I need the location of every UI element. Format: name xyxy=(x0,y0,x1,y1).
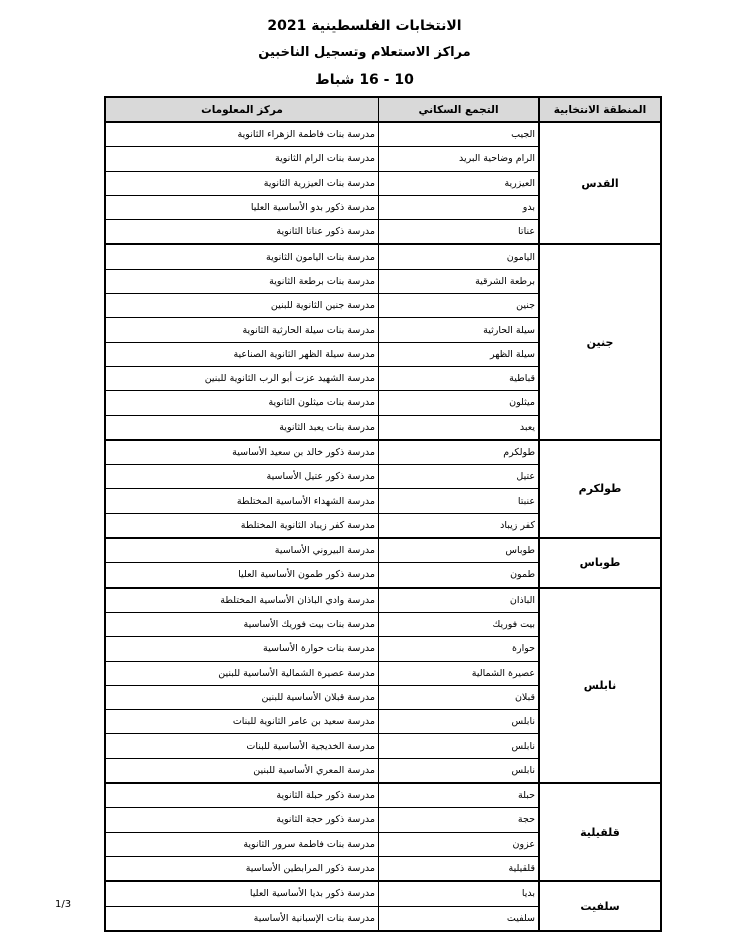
locality-cell: عزون xyxy=(378,833,538,856)
center-cell: مدرسة بنات اليامون الثانوية xyxy=(266,251,375,263)
table-row xyxy=(106,539,538,563)
table-body xyxy=(106,123,660,930)
table-row xyxy=(106,147,538,171)
region-name: طولكرم xyxy=(538,441,660,537)
locality-cell: الباذان xyxy=(378,589,538,612)
center-cell: مدرسة ذكور خالد بن سعيد الأساسية xyxy=(232,447,375,458)
table-row xyxy=(106,367,538,391)
region-group xyxy=(106,441,660,539)
center-cell: مدرسة بنات حوارة الأساسية xyxy=(263,643,375,655)
locality-cell: سيلة الظهر xyxy=(378,343,538,366)
table-row xyxy=(106,196,538,220)
table-row xyxy=(106,343,538,367)
locality-cell: نابلس xyxy=(378,734,538,757)
table-row xyxy=(106,416,538,439)
table-row xyxy=(106,318,538,342)
table-row xyxy=(106,833,538,857)
center-cell: مدرسة بنات العيزرية الثانوية xyxy=(263,177,375,189)
center-cell: مدرسة بنات برطعة الثانوية xyxy=(269,275,375,287)
center-cell: مدرسة كفر زيباد الثانوية المختلطة xyxy=(240,519,375,531)
center-cell: مدرسة وادي الباذان الأساسية المختلطة xyxy=(220,594,375,606)
locality-cell: قبلان xyxy=(378,686,538,709)
region-name: قلقيلية xyxy=(538,784,660,880)
document-subtitle: مراكز الاستعلام وتسجيل الناخبين xyxy=(258,45,471,60)
region-group xyxy=(106,882,660,930)
locality-cell: ميثلون xyxy=(378,391,538,414)
table-row xyxy=(106,882,538,906)
center-cell: مدرسة بنات الإسبانية الأساسية xyxy=(253,912,375,924)
center-cell: مدرسة ذكور طمون الأساسية العليا xyxy=(238,569,375,581)
center-cell: مدرسة الشهداء الأساسية المختلطة xyxy=(236,495,375,507)
locality-cell: عنبتا xyxy=(378,489,538,512)
table-row xyxy=(106,441,538,465)
locality-cell: برطعة الشرقية xyxy=(378,270,538,293)
center-cell: مدرسة بنات فاطمة الزهراء الثانوية xyxy=(237,129,375,141)
center-cell: مدرسة ذكور حبلة الثانوية xyxy=(276,790,375,802)
center-cell: مدرسة المعري الأساسية للبنين xyxy=(253,764,375,776)
locality-cell: بديا xyxy=(378,882,538,905)
table-row xyxy=(106,514,538,537)
header-center: مركز المعلومات xyxy=(201,103,283,116)
center-cell: مدرسة ذكور بدو الأساسية العليا xyxy=(250,202,375,214)
region-group xyxy=(106,245,660,440)
center-cell: مدرسة بنات سيلة الحارثية الثانوية xyxy=(242,324,375,336)
locality-cell: اليامون xyxy=(378,245,538,268)
locality-cell: قلقيلية xyxy=(378,857,538,880)
center-cell: مدرسة سيلة الظهر الثانوية الصناعية xyxy=(233,348,375,360)
locality-cell: حجة xyxy=(378,808,538,831)
table-row xyxy=(106,245,538,269)
table-row xyxy=(106,808,538,832)
table-row xyxy=(106,759,538,782)
table-row xyxy=(106,734,538,758)
region-name: طوباس xyxy=(538,539,660,587)
center-cell: مدرسة بنات ميثلون الثانوية xyxy=(268,397,375,409)
table-row xyxy=(106,391,538,415)
center-cell: مدرسة الشهيد عزت أبو الرب الثانوية للبنين xyxy=(204,373,375,385)
locality-cell: عتيل xyxy=(378,465,538,488)
table-row xyxy=(106,686,538,710)
locality-cell: جنين xyxy=(378,294,538,317)
table-row xyxy=(106,637,538,661)
locality-cell: طوباس xyxy=(378,539,538,562)
header-locality: التجمع السكاني xyxy=(378,98,538,121)
region-group xyxy=(106,589,660,784)
region-name: نابلس xyxy=(538,589,660,782)
locality-cell: حبلة xyxy=(378,784,538,807)
locality-cell: كفر زيباد xyxy=(378,514,538,537)
locality-cell: بيت فوريك xyxy=(378,613,538,636)
region-name: القدس xyxy=(538,123,660,243)
region-name: سلفيت xyxy=(538,882,660,930)
table-row xyxy=(106,220,538,243)
locality-cell: بدو xyxy=(378,196,538,219)
center-cell: مدرسة الخديجية الأساسية للبنات xyxy=(246,740,375,752)
table-row xyxy=(106,563,538,586)
locality-cell: العيزرية xyxy=(378,172,538,195)
center-cell: مدرسة جنين الثانوية للبنين xyxy=(270,300,375,312)
table-row xyxy=(106,662,538,686)
locality-cell: قباطية xyxy=(378,367,538,390)
locality-cell: نابلس xyxy=(378,759,538,782)
date-range: 10 - 16 شباط xyxy=(315,72,414,88)
document-title: الانتخابات الفلسطينية 2021 xyxy=(267,18,462,34)
center-cell: مدرسة ذكور المرابطين الأساسية xyxy=(245,863,375,875)
center-cell: مدرسة ذكور بديا الأساسية العليا xyxy=(249,888,375,900)
locality-cell: نابلس xyxy=(378,710,538,733)
locality-cell: الجيب xyxy=(378,123,538,146)
region-name: جنين xyxy=(538,245,660,438)
locality-cell: يعبد xyxy=(378,416,538,439)
center-cell: مدرسة ذكور حجة الثانوية xyxy=(276,814,375,826)
table-header-row xyxy=(106,98,660,123)
table-row xyxy=(106,489,538,513)
center-cell: مدرسة البيروني الأساسية xyxy=(274,545,375,557)
locality-cell: سيلة الحارثية xyxy=(378,318,538,341)
locality-cell: حوارة xyxy=(378,637,538,660)
center-cell: مدرسة ذكور عناتا الثانوية xyxy=(276,226,375,238)
center-cell: مدرسة ذكور عتيل الأساسية xyxy=(266,471,375,483)
center-cell: مدرسة بنات بيت فوريك الأساسية xyxy=(243,619,375,631)
locality-cell: عناتا xyxy=(378,220,538,243)
table-row xyxy=(106,294,538,318)
center-cell: مدرسة بنات يعبد الثانوية xyxy=(279,421,375,433)
table-row xyxy=(106,907,538,930)
centers-table xyxy=(104,96,662,932)
table-row xyxy=(106,172,538,196)
center-cell: مدرسة عصيرة الشمالية الأساسية للبنين xyxy=(218,667,375,679)
table-row xyxy=(106,465,538,489)
table-row xyxy=(106,123,538,147)
table-row xyxy=(106,270,538,294)
page-number: 1/3 xyxy=(55,899,72,910)
locality-cell: طولكرم xyxy=(378,441,538,464)
header-region: المنطقة الانتخابية xyxy=(538,98,660,121)
locality-cell: عصيرة الشمالية xyxy=(378,662,538,685)
center-cell: مدرسة قبلان الأساسية للبنين xyxy=(261,691,375,703)
center-cell: مدرسة بنات الرام الثانوية xyxy=(274,153,375,165)
table-row xyxy=(106,857,538,880)
locality-cell: طمون xyxy=(378,563,538,586)
locality-cell: الرام وضاحية البريد xyxy=(378,147,538,170)
region-group xyxy=(106,784,660,882)
center-cell: مدرسة بنات فاطمة سرور الثانوية xyxy=(243,838,375,850)
region-group xyxy=(106,539,660,589)
locality-cell: سلفيت xyxy=(378,907,538,930)
table-row xyxy=(106,589,538,613)
region-group xyxy=(106,123,660,245)
center-cell: مدرسة سعيد بن عامر الثانوية للبنات xyxy=(232,716,375,728)
table-row xyxy=(106,784,538,808)
table-row xyxy=(106,613,538,637)
table-row xyxy=(106,710,538,734)
